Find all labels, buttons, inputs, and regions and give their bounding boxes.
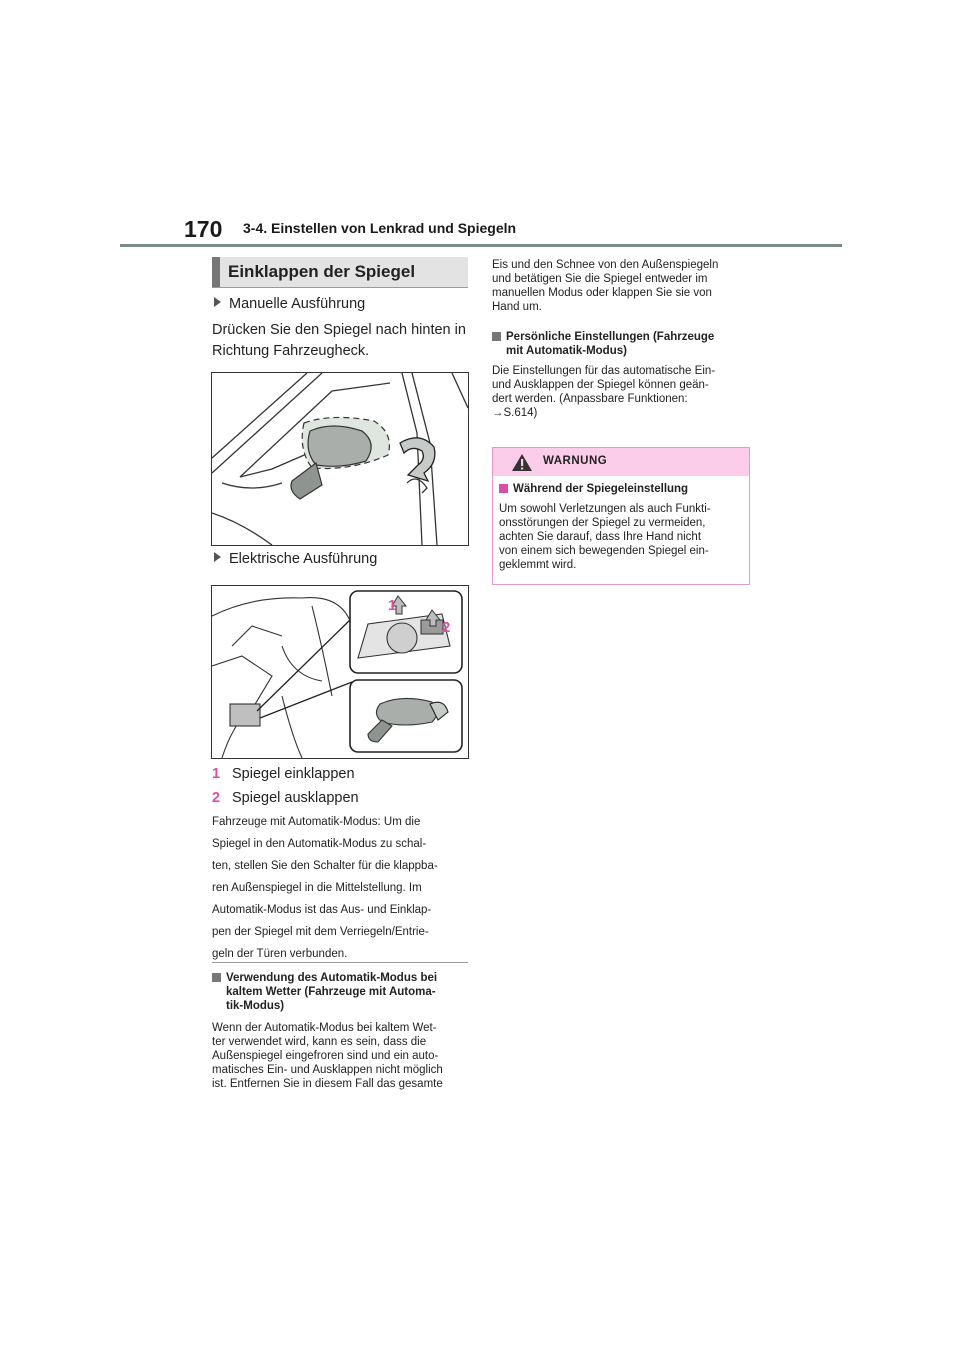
callout-2: 2 (442, 619, 451, 636)
manual-instruction: Drücken Sie den Spiegel nach hinten in Richtung Fahrzeugheck. (212, 322, 466, 359)
caption-item: 2 Spiegel ausklappen (212, 790, 359, 806)
warning-header (493, 448, 749, 476)
manual-mirror-figure (211, 372, 469, 546)
callout-1: 1 (388, 597, 397, 614)
personal-settings-section (492, 330, 754, 420)
section-heading-underline (212, 287, 468, 288)
header-divider (120, 244, 842, 247)
cold-weather-text: Wenn der Automatik-Modus bei kaltem Wet- ter verwendet wird, kann es sein, dass die Außenspiegel eingefroren sind und ein auto- matisches Ein- und Ausklappen nicht möglich ist. Entfernen Sie in diesem Fall das gesamte (212, 1022, 443, 1090)
cold-weather-section (212, 971, 472, 1091)
manual-version-label: Manuelle Ausführung (214, 296, 365, 312)
caption-item: 1 Spiegel einklappen (212, 766, 355, 782)
warning-box (492, 447, 750, 585)
square-bullet-icon (212, 973, 221, 982)
triangle-bullet-icon (214, 297, 221, 307)
chapter-title: 3-4. Einstellen von Lenkrad und Spiegeln (243, 220, 517, 236)
square-bullet-icon (499, 484, 508, 493)
personal-settings-text: Die Einstellungen für das automatische Ein- und Ausklappen der Spiegel können geän- dert werden. (Anpassbare Funktionen: →S.614) (492, 365, 716, 419)
page-number: 170 (184, 216, 223, 242)
electric-switch-figure (211, 585, 469, 759)
warning-text: Um sowohl Verletzungen als auch Funkti- onsstörungen der Spiegel zu vermeiden, achten Sie darauf, dass Ihre Hand nicht von einem sich bewegenden Spiegel ein- geklemmt wird. (499, 503, 711, 571)
note-divider (212, 962, 468, 963)
manual-mirror-illustration (212, 373, 468, 545)
electric-version-label: Elektrische Ausführung (214, 551, 377, 567)
personal-settings-heading: Persönliche Einstellungen (Fahrzeuge mit Automatik-Modus) (506, 331, 715, 357)
triangle-bullet-icon (214, 552, 221, 562)
cold-weather-continued: Eis und den Schnee von den Außenspiegeln und betätigen Sie die Spiegel entweder im manuellen Modus oder klappen Sie sie von Hand um. (492, 259, 719, 313)
warning-subheading: Während der Spiegeleinstellung (513, 483, 689, 495)
warning-triangle-icon (511, 453, 533, 472)
warning-title: WARNUNG (543, 455, 608, 467)
square-bullet-icon (492, 332, 501, 341)
auto-mode-note: Fahrzeuge mit Automatik-Modus: Um die Spiegel in den Automatik-Modus zu schal- ten, stellen Sie den Schalter für die klappba- ren Außenspiegel in die Mittelstellung. Im Automatik-Modus ist das Aus- und Einklap- pen der Spiegel mit dem Verriegeln/Entrie- geln der Türen verbunden. (212, 816, 438, 960)
electric-switch-illustration (212, 586, 468, 758)
cold-weather-heading: Verwendung des Automatik-Modus bei kaltem Wetter (Fahrzeuge mit Automa- tik-Modus) (226, 972, 438, 1012)
section-heading: Einklappen der Spiegel (212, 257, 468, 287)
